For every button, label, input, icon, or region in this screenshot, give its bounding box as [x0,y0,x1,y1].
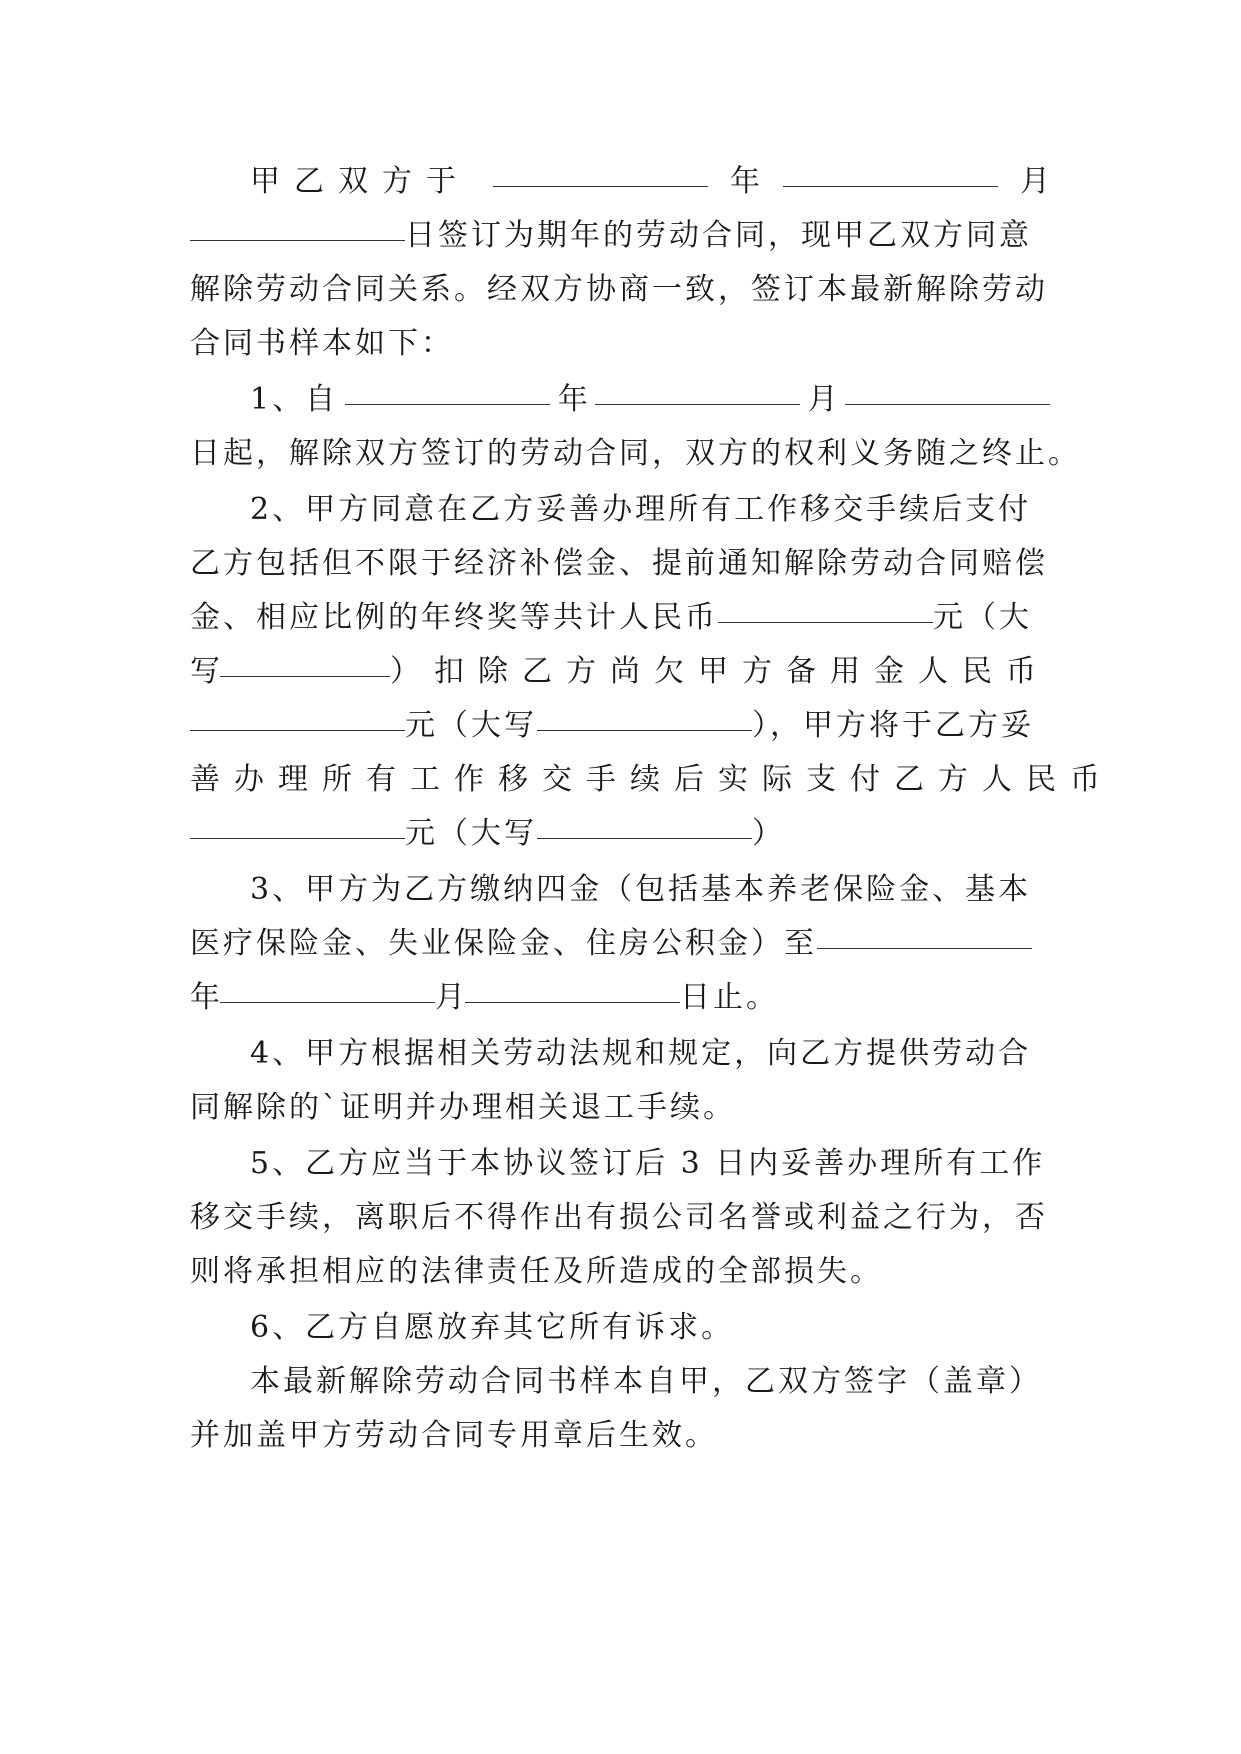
item6-line-1 [190,1306,1050,1350]
year-label: 年 [190,980,220,1015]
intro-text: 甲乙双方于 [250,164,470,199]
item4-line-1 [190,1032,1050,1076]
blank-field[interactable] [718,620,933,623]
item1-text: 日起，解除双方签订的劳动合同，双方的权利义务随之终止。 [190,436,1081,471]
item5-text: 移交手续，离职后不得作出有损公司名誉或利益之行为，否 [190,1200,1048,1235]
intro-line-3 [190,268,1050,312]
item2-text: 元（大 [933,600,1032,635]
blank-field[interactable] [493,184,708,187]
blank-field[interactable] [465,1000,680,1003]
blank-field[interactable] [783,184,998,187]
blank-field[interactable] [220,674,390,677]
blank-field[interactable] [190,728,405,731]
blank-field[interactable] [817,946,1032,949]
item2-text: 金、相应比例的年终奖等共计人民币 [190,600,718,635]
intro-text: 解除劳动合同关系。经双方协商一致，签订本最新解除劳动 [190,272,1048,307]
year-label: 年 [730,164,760,199]
item3-text: 医疗保险金、失业保险金、住房公积金）至 [190,926,817,961]
item5-line-1 [190,1142,1050,1186]
item2-text: ）扣除乙方尚欠甲方备用金人民币 [390,654,1050,689]
blank-field[interactable] [845,402,1050,405]
item5-text: 则将承担相应的法律责任及所造成的全部损失。 [190,1254,883,1289]
item2-text: ） [752,816,782,851]
blank-field[interactable] [190,836,405,839]
month-label: 月 [1020,164,1050,199]
item5-line-2 [190,1196,1050,1240]
intro-text: 合同书样本如下： [190,326,454,361]
item2-text: 乙方包括但不限于经济补偿金、提前通知解除劳动合同赔偿 [190,546,1048,581]
closing-text: 并加盖甲方劳动合同专用章后生效。 [190,1418,718,1453]
item3-text: 3、甲方为乙方缴纳四金（包括基本养老保险金、基本 [250,872,1032,907]
item2-text: 元（大写 [405,816,537,851]
item2-line-6 [190,758,1114,802]
item2-line-4 [190,650,1050,694]
intro-line-2 [190,214,1050,258]
item3-line-2 [190,922,1050,966]
blank-field[interactable] [537,728,752,731]
blank-field[interactable] [220,1000,435,1003]
item4-line-2 [190,1086,1050,1130]
item2-text: 善办理所有工作移交手续后实际支付乙方人民币 [190,762,1114,797]
item2-line-7 [190,812,1050,856]
blank-field[interactable] [537,836,752,839]
intro-line-1 [190,160,1050,204]
item2-text: 元（大写 [405,708,537,743]
item4-text: 同解除的`证明并办理相关退工手续。 [190,1090,736,1125]
blank-field[interactable] [345,402,550,405]
month-label: 月 [807,382,838,417]
item2-line-1 [190,488,1050,532]
item2-text: 写 [190,654,220,689]
item1-line-2 [190,432,1081,476]
item5-line-3 [190,1250,1050,1294]
closing-line-2 [190,1414,1050,1458]
item2-line-5 [190,704,1050,748]
item6-text: 6、乙方自愿放弃其它所有诉求。 [250,1310,735,1345]
blank-field[interactable] [595,402,800,405]
year-label: 年 [557,382,588,417]
item4-text: 4、甲方根据相关劳动法规和规定，向乙方提供劳动合 [250,1036,1032,1071]
item2-line-2 [190,542,1050,586]
closing-text: 本最新解除劳动合同书样本自甲，乙双方签字（盖章） [250,1364,1042,1399]
item2-text: ），甲方将于乙方妥 [752,708,1034,743]
blank-field[interactable] [190,238,405,241]
item3-line-3 [190,976,1050,1020]
item3-line-1 [190,868,1050,912]
item2-line-3 [190,596,1050,640]
closing-line-1 [190,1360,1050,1404]
item1-line-1 [190,378,1050,422]
intro-line-4 [190,322,1050,366]
item1-text: 1、自 [250,382,339,417]
intro-text: 日签订为期年的劳动合同，现甲乙双方同意 [405,218,1032,253]
month-label: 月 [435,980,465,1015]
item5-text: 5、乙方应当于本协议签订后 3 日内妥善办理所有工作 [250,1146,1046,1181]
item3-text: 日止。 [680,980,779,1015]
item2-text: 2、甲方同意在乙方妥善办理所有工作移交手续后支付 [250,492,1032,527]
